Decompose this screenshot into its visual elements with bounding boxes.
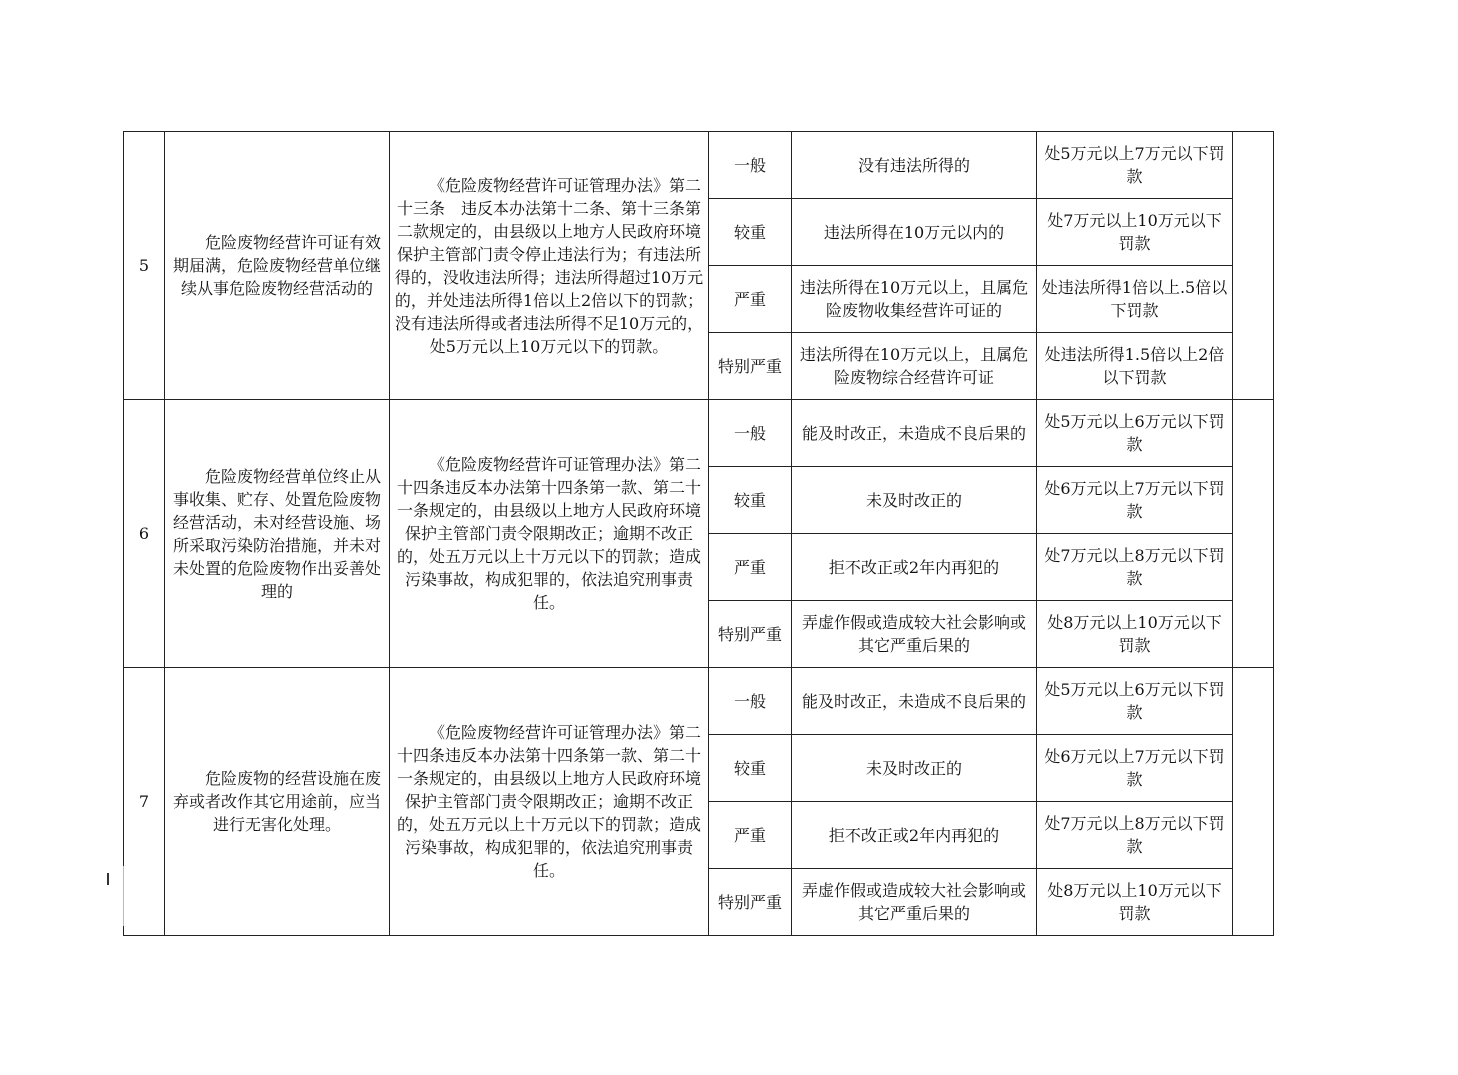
circumstance: 未及时改正的 <box>792 735 1037 802</box>
violation-description: 危险废物经营单位终止从事收集、贮存、处置危险废物经营活动，未对经营设施、场所采取污染防治措施，并未对未处置的危险废物作出妥善处理的 <box>165 400 390 668</box>
circumstance: 能及时改正，未造成不良后果的 <box>792 668 1037 735</box>
penalty-standard: 处6万元以上7万元以下罚款 <box>1037 467 1233 534</box>
legal-basis: 《危险废物经营许可证管理办法》第二十三条 违反本办法第十二条、第十三条第二款规定的，由县级以上地方人民政府环境保护主管部门责令停止违法行为；有违法所得的，没收违法所得；违法所得超过10万元的，并处违法所得1倍以上2倍以下的罚款；没有违法所得或者违法所得不足10万元的，处5万元以上10万元以下的罚款。 <box>390 132 709 400</box>
remarks-cell <box>1233 400 1274 668</box>
table-row <box>124 668 1274 735</box>
penalty-standard: 处7万元以上8万元以下罚款 <box>1037 534 1233 601</box>
circumstance: 拒不改正或2年内再犯的 <box>792 534 1037 601</box>
penalty-standard: 处5万元以上6万元以下罚款 <box>1037 668 1233 735</box>
severity-level: 一般 <box>709 400 792 467</box>
table-row <box>124 400 1274 467</box>
penalty-standard: 处6万元以上7万元以下罚款 <box>1037 735 1233 802</box>
legal-basis: 《危险废物经营许可证管理办法》第二十四条违反本办法第十四条第一款、第二十一条规定的，由县级以上地方人民政府环境保护主管部门责令限期改正；逾期不改正的，处五万元以上十万元以下的罚款；造成污染事故，构成犯罪的，依法追究刑事责任。 <box>390 400 709 668</box>
severity-level: 较重 <box>709 199 792 266</box>
severity-level: 一般 <box>709 132 792 199</box>
remarks-cell <box>1233 668 1274 936</box>
severity-level: 严重 <box>709 802 792 869</box>
severity-level: 特别严重 <box>709 333 792 400</box>
severity-level: 严重 <box>709 534 792 601</box>
penalty-standard: 处7万元以上10万元以下罚款 <box>1037 199 1233 266</box>
table-row <box>124 132 1274 199</box>
circumstance: 弄虚作假或造成较大社会影响或其它严重后果的 <box>792 601 1037 668</box>
severity-level: 特别严重 <box>709 869 792 936</box>
circumstance: 弄虚作假或造成较大社会影响或其它严重后果的 <box>792 869 1037 936</box>
circumstance: 违法所得在10万元以上，且属危险废物综合经营许可证 <box>792 333 1037 400</box>
scan-artifact-mark <box>107 873 109 885</box>
penalty-standard: 处8万元以上10万元以下罚款 <box>1037 601 1233 668</box>
penalty-standard: 处违法所得1倍以上.5倍以下罚款 <box>1037 266 1233 333</box>
penalty-standard: 处8万元以上10万元以下罚款 <box>1037 869 1233 936</box>
penalty-standard: 处违法所得1.5倍以上2倍以下罚款 <box>1037 333 1233 400</box>
severity-level: 较重 <box>709 735 792 802</box>
circumstance: 违法所得在10万元以内的 <box>792 199 1037 266</box>
violation-description: 危险废物的经营设施在废弃或者改作其它用途前，应当进行无害化处理。 <box>165 668 390 936</box>
severity-level: 一般 <box>709 668 792 735</box>
circumstance: 违法所得在10万元以上，且属危险废物收集经营许可证的 <box>792 266 1037 333</box>
penalty-discretion-table <box>123 131 1274 936</box>
remarks-cell <box>1233 132 1274 400</box>
penalty-standard: 处5万元以上6万元以下罚款 <box>1037 400 1233 467</box>
circumstance: 没有违法所得的 <box>792 132 1037 199</box>
item-number: 7 <box>124 668 165 936</box>
penalty-standard: 处7万元以上8万元以下罚款 <box>1037 802 1233 869</box>
scan-artifact-line <box>123 866 124 926</box>
item-number: 5 <box>124 132 165 400</box>
circumstance: 拒不改正或2年内再犯的 <box>792 802 1037 869</box>
item-number: 6 <box>124 400 165 668</box>
circumstance: 能及时改正，未造成不良后果的 <box>792 400 1037 467</box>
severity-level: 严重 <box>709 266 792 333</box>
legal-basis: 《危险废物经营许可证管理办法》第二十四条违反本办法第十四条第一款、第二十一条规定的，由县级以上地方人民政府环境保护主管部门责令限期改正；逾期不改正的，处五万元以上十万元以下的罚款；造成污染事故，构成犯罪的，依法追究刑事责任。 <box>390 668 709 936</box>
severity-level: 特别严重 <box>709 601 792 668</box>
circumstance: 未及时改正的 <box>792 467 1037 534</box>
penalty-standard: 处5万元以上7万元以下罚款 <box>1037 132 1233 199</box>
severity-level: 较重 <box>709 467 792 534</box>
violation-description: 危险废物经营许可证有效期届满，危险废物经营单位继续从事危险废物经营活动的 <box>165 132 390 400</box>
